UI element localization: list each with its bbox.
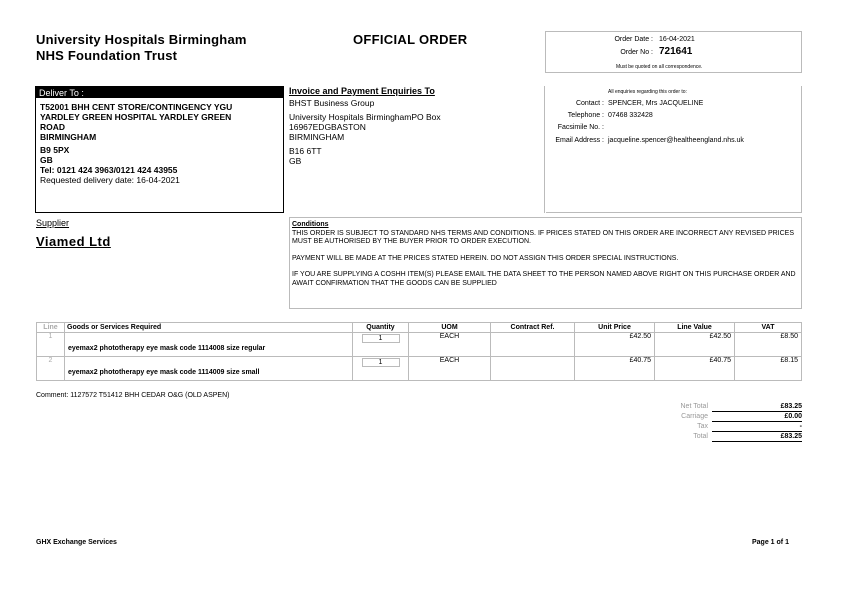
order-number-label: Order No : — [620, 49, 653, 56]
line-number: 2 — [37, 357, 65, 381]
invoice-heading: Invoice and Payment Enquiries To — [289, 86, 435, 96]
deliver-to-box — [35, 86, 284, 213]
item-unit-price: £40.75 — [575, 357, 655, 381]
quantity-field[interactable]: 1 — [362, 334, 400, 343]
col-header-goods: Goods or Services Required — [65, 323, 353, 333]
item-description: eyemax2 phototherapy eye mask code 1114008 size regular — [65, 333, 353, 357]
telephone-label: Telephone : — [567, 112, 604, 119]
carriage-label: Carriage — [681, 413, 708, 420]
item-contract-ref — [491, 357, 575, 381]
col-header-line: Line — [37, 323, 65, 333]
supplier-name: Viamed Ltd — [36, 234, 111, 249]
deliver-postcode: B9 5PX — [40, 145, 70, 155]
invoice-line: BIRMINGHAM — [289, 132, 345, 142]
net-total-value: £83.25 — [712, 402, 802, 412]
trust-name-line2: NHS Foundation Trust — [36, 48, 178, 63]
invoice-line: GB — [289, 156, 302, 166]
email-value[interactable]: jacqueline.spencer@healtheengland.nhs.uk — [608, 137, 744, 144]
email-label: Email Address : — [555, 137, 604, 144]
col-header-contract: Contract Ref. — [491, 323, 575, 333]
quote-note: Must be quoted on all correspondence. — [616, 64, 703, 70]
invoice-line: BHST Business Group — [289, 98, 375, 108]
col-header-quantity: Quantity — [353, 323, 409, 333]
deliver-line: ROAD — [40, 122, 66, 132]
conditions-box — [289, 217, 802, 309]
item-vat: £8.15 — [735, 357, 802, 381]
col-header-unit-price: Unit Price — [575, 323, 655, 333]
col-header-line-value: Line Value — [655, 323, 735, 333]
line-number: 1 — [37, 333, 65, 357]
carriage-value: £0.00 — [712, 412, 802, 422]
item-vat: £8.50 — [735, 333, 802, 357]
order-items-table — [36, 322, 802, 381]
condition-paragraph: THIS ORDER IS SUBJECT TO STANDARD NHS TERMS AND CONDITIONS. IF PRICES STATED ON THIS ORDER ARE INCORRECT ANY REVISED PRICES MUST BE AUTHORISED BY THE BUYER PRIOR TO ORDER EXECUTION. — [292, 229, 795, 245]
item-unit-price: £42.50 — [575, 333, 655, 357]
order-comment: Comment: 1127572 T51412 BHH CEDAR O&G (OLD ASPEN) — [36, 392, 230, 399]
item-contract-ref — [491, 333, 575, 357]
deliver-country: GB — [40, 155, 53, 165]
item-description: eyemax2 phototherapy eye mask code 1114009 size small — [65, 357, 353, 381]
requested-delivery-date: Requested delivery date: 16-04-2021 — [40, 175, 180, 185]
grand-total-label: Total — [693, 433, 708, 440]
contact-heading: All enquiries regarding this order to: — [608, 89, 687, 95]
tax-value: - — [712, 422, 802, 432]
contact-label: Contact : — [575, 100, 604, 107]
tax-row — [670, 422, 802, 432]
deliver-line: BIRMINGHAM — [40, 132, 97, 142]
col-header-uom: UOM — [409, 323, 491, 333]
contact-box — [546, 86, 802, 213]
trust-name-line1: University Hospitals Birmingham — [36, 32, 247, 47]
deliver-telephone: Tel: 0121 424 3963/0121 424 43955 — [40, 165, 178, 175]
invoice-line: B16 6TT — [289, 146, 322, 156]
item-line-value: £42.50 — [655, 333, 735, 357]
order-date-label: Order Date : — [614, 36, 653, 43]
invoice-enquiries-box — [289, 86, 545, 213]
deliver-to-heading: Deliver To : — [36, 87, 283, 98]
deliver-line: T52001 BHH CENT STORE/CONTINGENCY YGU — [40, 102, 233, 112]
order-date: 16-04-2021 — [659, 36, 695, 43]
deliver-line: YARDLEY GREEN HOSPITAL YARDLEY GREEN — [40, 112, 232, 122]
condition-paragraph: PAYMENT WILL BE MADE AT THE PRICES STATED HEREIN. DO NOT ASSIGN THIS ORDER SPECIAL INSTRUCTIONS. — [292, 254, 679, 262]
totals-box — [670, 402, 802, 442]
invoice-line: 16967EDGBASTON — [289, 122, 366, 132]
footer-provider: GHX Exchange Services — [36, 539, 117, 546]
net-total-row — [670, 402, 802, 412]
carriage-row — [670, 412, 802, 422]
telephone-value: 07468 332428 — [608, 112, 653, 119]
invoice-line: University Hospitals BirminghamPO Box — [289, 112, 441, 122]
item-uom: EACH — [409, 333, 491, 357]
col-header-vat: VAT — [735, 323, 802, 333]
net-total-label: Net Total — [680, 403, 708, 410]
grand-total-row — [670, 432, 802, 442]
table-row — [37, 333, 802, 357]
document-title: OFFICIAL ORDER — [353, 32, 468, 47]
table-header-row — [37, 323, 802, 333]
grand-total-value: £83.25 — [712, 432, 802, 442]
table-row — [37, 357, 802, 381]
item-uom: EACH — [409, 357, 491, 381]
conditions-heading: Conditions — [292, 221, 329, 228]
contact-name: SPENCER, Mrs JACQUELINE — [608, 100, 704, 107]
tax-label: Tax — [697, 423, 708, 430]
supplier-label: Supplier — [36, 218, 70, 228]
trust-name — [36, 32, 247, 64]
fax-label: Facsimile No. : — [557, 124, 604, 131]
item-line-value: £40.75 — [655, 357, 735, 381]
condition-paragraph: IF YOU ARE SUPPLYING A COSHH ITEM(S) PLEASE EMAIL THE DATA SHEET TO THE PERSON NAMED ABOVE RIGHT ON THIS PURCHASE ORDER AND AWAIT CONFIRMATION THAT THE GOODS CAN BE SUPPLIED — [292, 271, 796, 287]
quantity-field[interactable]: 1 — [362, 358, 400, 367]
order-info-box — [545, 31, 802, 73]
order-number: 721641 — [659, 46, 693, 57]
page-number: Page 1 of 1 — [752, 539, 789, 546]
